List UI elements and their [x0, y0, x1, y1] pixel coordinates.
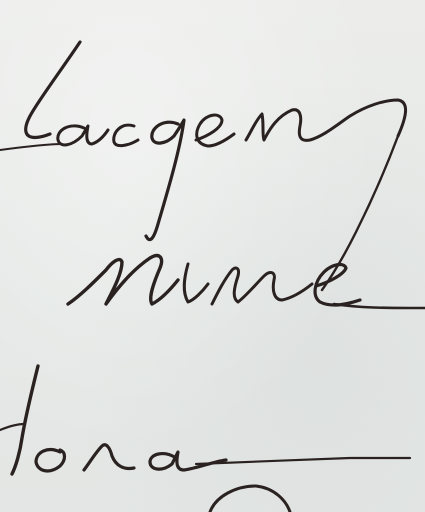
stroke-lead-in: [0, 144, 62, 150]
stroke-n-2: [212, 268, 312, 304]
handwritten-line-4-partial: [210, 486, 290, 512]
stroke-f-ascender: [12, 366, 38, 474]
stroke-final-tail: [334, 304, 425, 308]
stroke-o: [36, 450, 65, 471]
handwritten-line-2: [68, 256, 425, 308]
stroke-f-lead-in: [0, 424, 24, 430]
stroke-e-2: [315, 265, 360, 306]
stroke-bottom-loop: [210, 486, 290, 512]
stroke-a-1: [58, 126, 108, 145]
stroke-l-ascender: [26, 42, 80, 138]
handwritten-line-3: [0, 366, 410, 474]
stroke-m: [68, 256, 178, 304]
stroke-a-2: [150, 452, 226, 470]
stroke-c: [114, 125, 138, 146]
stroke-r: [84, 445, 134, 470]
stroke-n: [246, 100, 406, 140]
stroke-e: [196, 115, 234, 146]
handwritten-line-1: [0, 42, 406, 290]
stroke-i: [184, 264, 208, 302]
stroke-flourish-line: [196, 458, 410, 464]
stroke-g: [146, 120, 184, 240]
